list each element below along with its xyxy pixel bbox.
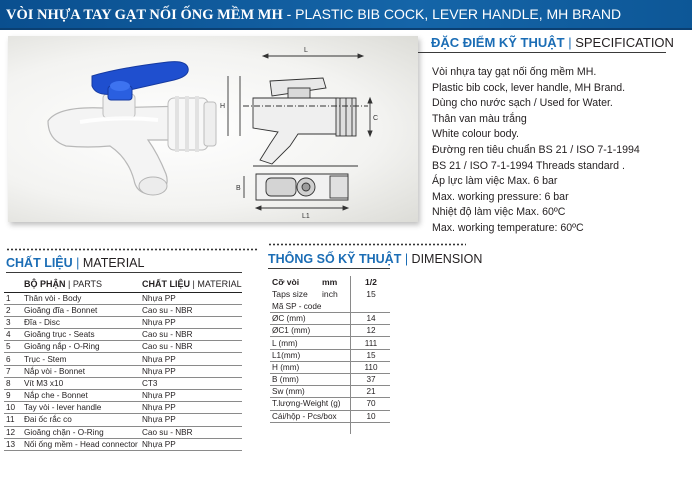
specification-heading [431, 35, 674, 50]
dim-value: 37 [350, 374, 390, 386]
svg-text:B: B [236, 185, 241, 192]
table-row [4, 316, 242, 328]
row-material: Nhựa PP [140, 414, 242, 426]
table-row [4, 341, 242, 353]
row-part: Thân vòi - Body [22, 292, 140, 304]
material-rule [6, 272, 242, 273]
dim-value: 70 [350, 398, 390, 410]
row-material: Cao su - NBR [140, 426, 242, 438]
table-row [270, 374, 390, 386]
col-mat-vn: CHẤT LIỆU [142, 278, 190, 289]
faucet-photo [48, 94, 216, 195]
spec-line: Nhiệt độ làm việc Max. 60ºC [432, 206, 566, 219]
material-heading-vn: CHẤT LIỆU [6, 256, 73, 270]
table-row [4, 390, 242, 402]
row-part: Đai ốc rắc co [22, 414, 140, 426]
table-row [270, 349, 390, 361]
svg-text:L1: L1 [302, 213, 310, 220]
table-row [270, 361, 390, 373]
dim-label: Mã SP - code [270, 300, 350, 312]
table-row [4, 426, 242, 438]
row-part: Tay vòi - lever handle [22, 402, 140, 414]
svg-text:H: H [220, 103, 226, 110]
col-part-en: | PARTS [65, 278, 103, 289]
dimension-rule [268, 268, 390, 269]
specification-heading-vn: ĐẶC ĐIỂM KỸ THUẬT [431, 35, 565, 50]
dim-value: 111 [350, 337, 390, 349]
dimension-size-row [270, 276, 390, 288]
row-no: 10 [4, 402, 22, 414]
dimension-heading-en: DIMENSION [411, 252, 483, 266]
table-row [4, 414, 242, 426]
title-bar [0, 0, 692, 30]
technical-drawing [228, 54, 372, 210]
product-image-panel [8, 36, 418, 222]
row-material: Nhựa PP [140, 365, 242, 377]
dimension-table [270, 276, 390, 423]
row-part: Gioăng đĩa - Bonnet [22, 304, 140, 316]
table-row [4, 292, 242, 304]
col-mat-en: | MATERIAL [190, 278, 242, 289]
table-row [4, 377, 242, 389]
material-table-header [4, 276, 242, 292]
dim-value: 14 [350, 313, 390, 325]
spec-line: White colour body. [432, 128, 519, 141]
row-material: Cao su - NBR [140, 341, 242, 353]
row-no: 6 [4, 353, 22, 365]
page-title [6, 6, 621, 24]
size-value: 1/2 [365, 277, 377, 288]
row-no: 8 [4, 377, 22, 389]
dimension-heading-vn: THÔNG SỐ KỸ THUẬT [268, 252, 402, 266]
row-no: 7 [4, 365, 22, 377]
row-no: 1 [4, 292, 22, 304]
row-no: 12 [4, 426, 22, 438]
dim-label: H (mm) [270, 361, 350, 373]
spec-line: Max. working temperature: 60ºC [432, 221, 584, 234]
table-row [270, 337, 390, 349]
row-part: Nối ống mềm - Head connector [22, 438, 140, 450]
table-row [4, 438, 242, 450]
spec-line: Plastic bib cock, lever handle, MH Brand. [432, 81, 626, 94]
material-table [4, 276, 242, 451]
row-part: Nắp vòi - Bonnet [22, 365, 140, 377]
taps-value: 15 [366, 289, 376, 300]
row-part: Gioăng nắp - O-Ring [22, 341, 140, 353]
spec-line: Thân van màu trắng [432, 112, 527, 125]
table-row [4, 304, 242, 316]
table-row [270, 386, 390, 398]
table-row [4, 365, 242, 377]
row-no: 11 [4, 414, 22, 426]
table-row [270, 325, 390, 337]
material-heading [6, 256, 144, 270]
row-material: Nhựa PP [140, 390, 242, 402]
taps-unit: inch [322, 289, 338, 300]
row-no: 2 [4, 304, 22, 316]
spec-line: Áp lực làm việc Max. 6 bar [432, 175, 558, 188]
dimension-dotted-divider [268, 242, 466, 247]
spec-line: Đường ren tiêu chuẩn BS 21 / ISO 7-1-1994 [432, 143, 640, 156]
dimension-heading [268, 252, 482, 266]
col-no [4, 276, 22, 292]
size-label: Cỡ vòi [272, 277, 300, 288]
table-row [270, 313, 390, 325]
row-material: Nhựa PP [140, 316, 242, 328]
dim-label: B (mm) [270, 374, 350, 386]
row-material: Nhựa PP [140, 402, 242, 414]
dim-label: ØC1 (mm) [270, 325, 350, 337]
table-row [4, 329, 242, 341]
dim-label: Cái/hộp - Pcs/box [270, 410, 350, 422]
dim-value: 15 [350, 349, 390, 361]
product-illustration [8, 36, 418, 222]
dimension-column-divider [350, 276, 351, 434]
row-material: Nhựa PP [140, 438, 242, 450]
row-part: Đĩa - Disc [22, 316, 140, 328]
title-en: - PLASTIC BIB COCK, LEVER HANDLE, MH BRAND [282, 6, 622, 22]
material-dotted-divider [6, 247, 258, 252]
col-material [140, 276, 242, 292]
spec-line: BS 21 / ISO 7-1-1994 Threads standard . [432, 159, 625, 172]
dim-value [350, 300, 390, 312]
specification-rule [418, 52, 666, 53]
dim-value: 12 [350, 325, 390, 337]
col-part [22, 276, 140, 292]
row-part: Gioăng trục - Seats [22, 329, 140, 341]
row-no: 4 [4, 329, 22, 341]
row-part: Trục - Stem [22, 353, 140, 365]
row-part: Vít M3 x10 [22, 377, 140, 389]
title-vn: VÒI NHỰA TAY GẠT NỐI ỐNG MỀM MH [6, 7, 283, 23]
row-material: Cao su - NBR [140, 304, 242, 316]
table-row [4, 353, 242, 365]
row-material: CT3 [140, 377, 242, 389]
row-no: 9 [4, 390, 22, 402]
row-part: Gioăng chặn - O-Ring [22, 426, 140, 438]
heading-separator: | [401, 252, 412, 266]
dim-label: ØC (mm) [270, 313, 350, 325]
dim-label: Sw (mm) [270, 386, 350, 398]
dim-label: L (mm) [270, 337, 350, 349]
dimension-taps-row [270, 288, 390, 300]
row-material: Nhựa PP [140, 292, 242, 304]
spec-line: Vòi nhựa tay gạt nối ống mềm MH. [432, 66, 597, 78]
dim-label: L1(mm) [270, 349, 350, 361]
row-no: 5 [4, 341, 22, 353]
material-heading-en: MATERIAL [82, 256, 145, 270]
specification-list [432, 65, 640, 237]
col-part-vn: BỘ PHẬN [24, 278, 66, 289]
dim-value: 110 [350, 361, 390, 373]
row-no: 3 [4, 316, 22, 328]
spec-line: Dùng cho nước sạch / Used for Water. [432, 97, 613, 110]
dim-value: 21 [350, 386, 390, 398]
specification-heading-en: SPECIFICATION [575, 35, 674, 50]
taps-label: Taps size [272, 289, 308, 300]
row-no: 13 [4, 438, 22, 450]
dim-value: 10 [350, 410, 390, 422]
table-row [4, 402, 242, 414]
table-row [270, 410, 390, 422]
heading-separator: | [72, 256, 83, 270]
dim-label: T.lượng-Weight (g) [270, 398, 350, 410]
lever-handle-photo [92, 62, 188, 100]
spec-line: Max. working pressure: 6 bar [432, 190, 569, 203]
heading-separator: | [564, 35, 576, 50]
row-part: Nắp che - Bonnet [22, 390, 140, 402]
table-row [270, 300, 390, 312]
svg-text:L: L [304, 47, 308, 54]
row-material: Cao su - NBR [140, 329, 242, 341]
svg-text:C: C [373, 115, 379, 122]
row-material: Nhựa PP [140, 353, 242, 365]
size-unit: mm [322, 277, 338, 288]
table-row [270, 398, 390, 410]
